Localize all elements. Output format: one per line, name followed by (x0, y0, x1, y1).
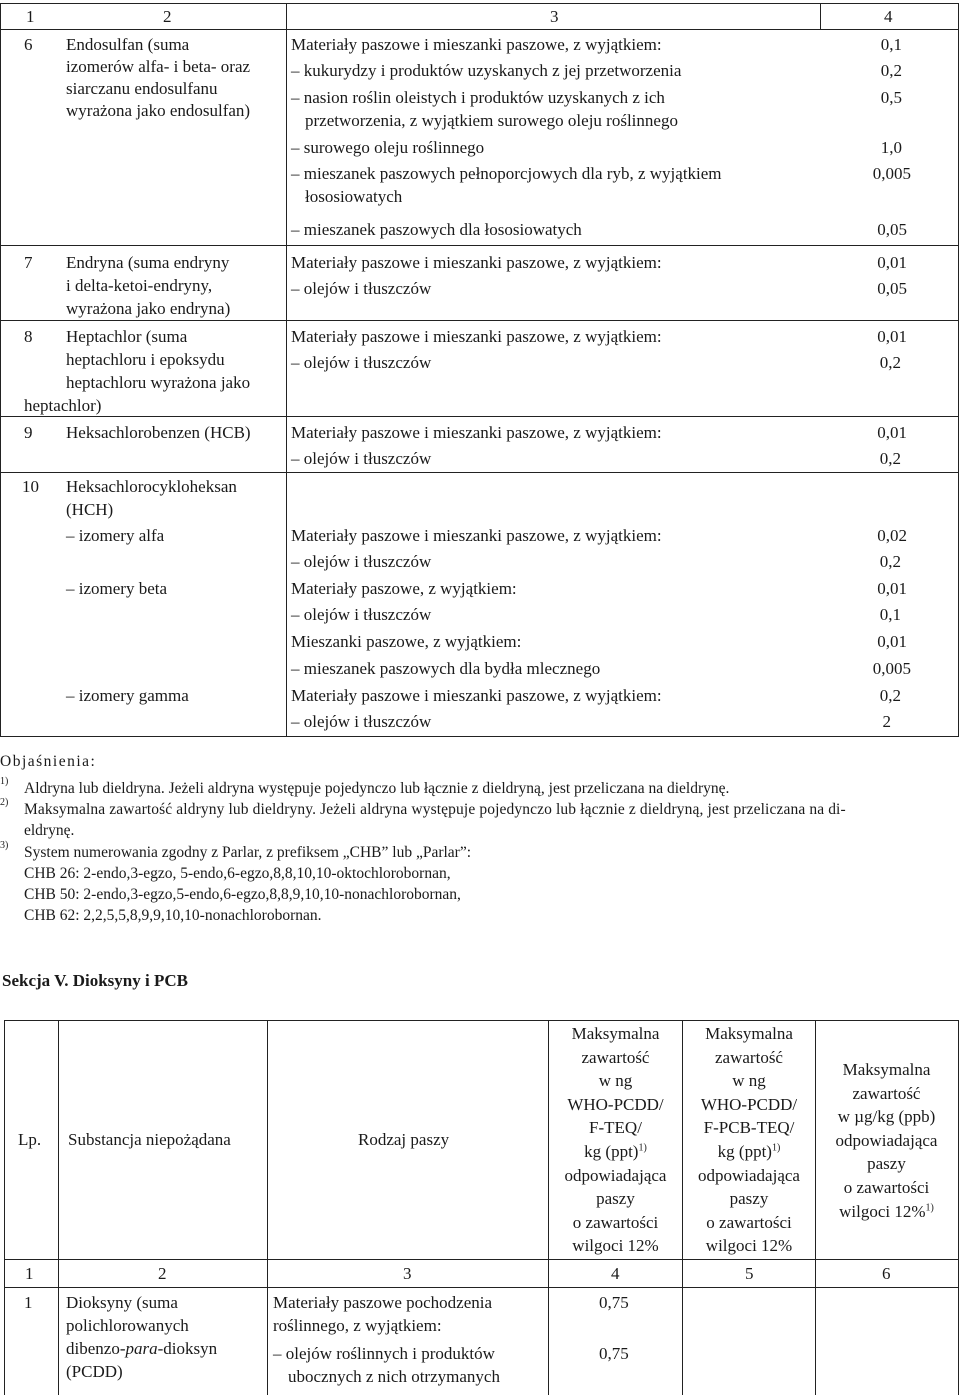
feed-type: – kukurydzy i produktów uzyskanych z jej przetworzenia (291, 61, 682, 80)
max-value: 0,005 (872, 164, 911, 183)
footnote-text: Maksymalna zawartość aldryny lub dieldryny. Jeżeli aldryna występuje pojedynczo lub łącznie z dieldryną, jest przeliczana na di- (24, 801, 846, 818)
row-number: 9 (24, 423, 33, 442)
substance-name: i delta-ketoi-endryny, (66, 276, 213, 295)
feed-type: Materiały paszowe i mieszanki paszowe, z wyjątkiem: (291, 686, 662, 705)
max-value: 0,2 (879, 686, 901, 705)
footnote-text: CHB 62: 2,2,5,5,8,9,9,10,10-nonachlorobornan. (24, 907, 322, 924)
substance-name: izomerów alfa- i beta- oraz (66, 57, 251, 76)
max-value: 0,01 (877, 632, 907, 651)
substance-name: Endosulfan (suma (66, 35, 190, 54)
feed-type: – olejów i tłuszczów (291, 605, 432, 624)
substance-name: Heksachlorocykloheksan (66, 477, 237, 496)
feed-type: – olejów i tłuszczów (291, 449, 432, 468)
max-value: 0,2 (880, 61, 902, 80)
max-value: 0,75 (599, 1344, 629, 1363)
isomer-label: – izomery gamma (66, 686, 189, 705)
feed-type: – mieszanek paszowych dla łososiowatych (291, 220, 582, 239)
substance-name: polichlorowanych (66, 1316, 189, 1335)
max-value: 0,005 (872, 659, 911, 678)
feed-type: Materiały paszowe i mieszanki paszowe, z wyjątkiem: (291, 526, 662, 545)
max-value: 0,2 (879, 449, 901, 468)
substance-name: Dioksyny (suma (66, 1293, 178, 1312)
col-number-5: 5 (745, 1264, 754, 1283)
max-value: 0,01 (877, 327, 907, 346)
feed-type: Materiały paszowe i mieszanki paszowe, z wyjątkiem: (291, 423, 662, 442)
header-col6: Maksymalna zawartość w µg/kg (ppb) odpowiadająca paszy o zawartości wilgoci 12%$^{1)}$ (835, 1060, 938, 1221)
max-value: 0,2 (879, 353, 901, 372)
max-value: 0,1 (879, 605, 901, 624)
col-number-1: 1 (26, 7, 35, 26)
max-value: 0,05 (877, 279, 907, 298)
header-lp: Lp. (18, 1130, 42, 1149)
feed-type: łososiowatych (305, 187, 403, 206)
footnote-mark: 2) (0, 797, 9, 808)
substance-name: wyrażona jako endryna) (66, 299, 231, 318)
footnote-mark: 1) (0, 776, 9, 787)
max-value: 0,75 (599, 1293, 629, 1312)
feed-type: – olejów i tłuszczów (291, 353, 432, 372)
feed-type: – olejów roślinnych i produktów (273, 1344, 495, 1363)
section-title: Sekcja V. Dioksyny i PCB (2, 971, 188, 990)
substance-name: (HCH) (66, 500, 114, 519)
substance-name: Heptachlor (suma (66, 327, 188, 346)
max-value: 0,1 (880, 35, 902, 54)
col-number-4: 4 (884, 7, 893, 26)
feed-type: – olejów i tłuszczów (291, 279, 432, 298)
notes-title: Objaśnienia: (0, 753, 97, 770)
feed-type: Materiały paszowe i mieszanki paszowe, z wyjątkiem: (291, 253, 662, 272)
footnote-text: eldrynę. (24, 822, 75, 839)
substance-name: (PCDD) (66, 1362, 123, 1381)
feed-type: Materiały paszowe i mieszanki paszowe, z wyjątkiem: (291, 327, 662, 346)
feed-type: – surowego oleju roślinnego (291, 138, 485, 157)
isomer-label: – izomery beta (66, 579, 168, 598)
header-substance: Substancja niepożądana (68, 1130, 231, 1149)
max-value: 1,0 (880, 138, 902, 157)
footnote-text: System numerowania zgodny z Parlar, z prefiksem „CHB” lub „Parlar”: (24, 844, 472, 861)
row-number: 8 (24, 327, 33, 346)
max-value: 0,01 (877, 579, 907, 598)
footnote-text: Aldryna lub dieldryna. Jeżeli aldryna występuje pojedynczo lub łącznie z dieldryną, jest przeliczana na dieldrynę. (24, 780, 730, 797)
row-number: 1 (24, 1293, 33, 1312)
col-number-3: 3 (403, 1264, 412, 1283)
feed-type: Materiały paszowe, z wyjątkiem: (291, 579, 517, 598)
feed-type: Materiały paszowe pochodzenia (273, 1293, 493, 1312)
feed-type: Materiały paszowe i mieszanki paszowe, z wyjątkiem: (291, 35, 662, 54)
feed-type: – nasion roślin oleistych i produktów uzyskanych z ich (291, 88, 665, 107)
substance-name: heptachloru i epoksydu (66, 350, 225, 369)
substance-name: siarczanu endosulfanu (66, 79, 218, 98)
feed-type: przetworzenia, z wyjątkiem surowego oleju roślinnego (305, 111, 678, 130)
substance-name: heptachlor) (24, 396, 102, 415)
max-value: 0,01 (877, 253, 907, 272)
feed-type: – mieszanek paszowych pełnoporcjowych dla ryb, z wyjątkiem (291, 164, 722, 183)
footnote-text: CHB 50: 2-endo,3-egzo,5-endo,6-egzo,8,8,9,10,10-nonachlorobornan, (24, 886, 461, 903)
max-value: 0,05 (877, 220, 907, 239)
row-number: 6 (24, 35, 33, 54)
substance-name: heptachloru wyrażona jako (66, 373, 251, 392)
col-number-1: 1 (25, 1264, 34, 1283)
max-value: 2 (882, 712, 891, 731)
col-number-4: 4 (611, 1264, 620, 1283)
col-number-2: 2 (158, 1264, 167, 1283)
header-col4: Maksymalna zawartość w ng WHO-PCDD/ F-TEQ/ kg (ppt)$^{1)}$ odpowiadająca paszy o zawartości wilgoci 12% (564, 1024, 667, 1256)
col-number-6: 6 (882, 1264, 891, 1283)
row-number: 7 (24, 253, 33, 272)
max-value: 0,2 (879, 552, 901, 571)
header-col5: Maksymalna zawartość w ng WHO-PCDD/ F-PCB-TEQ/ kg (ppt)$^{1)}$ odpowiadająca paszy o zawartości wilgoci 12% (698, 1024, 800, 1256)
max-value: 0,02 (877, 526, 907, 545)
max-value: 0,01 (877, 423, 907, 442)
header-feed-type: Rodzaj paszy (358, 1130, 450, 1149)
feed-type: – mieszanek paszowych dla bydła mlecznego (291, 659, 601, 678)
feed-type: Mieszanki paszowe, z wyjątkiem: (291, 632, 522, 651)
feed-type: – olejów i tłuszczów (291, 552, 432, 571)
footnote-text: CHB 26: 2-endo,3-egzo, 5-endo,6-egzo,8,8,10,10-oktochlorobornan, (24, 865, 451, 882)
substance-name: wyrażona jako endosulfan) (66, 101, 251, 120)
substance-name: Endryna (suma endryny (66, 253, 230, 272)
feed-type: roślinnego, z wyjątkiem: (273, 1316, 442, 1335)
feed-type: – olejów i tłuszczów (291, 712, 432, 731)
substance-name: dibenzo-para-dioksyn (66, 1339, 218, 1358)
isomer-label: – izomery alfa (66, 526, 165, 545)
footnote-mark: 3) (0, 840, 9, 851)
col-number-3: 3 (550, 7, 559, 26)
substance-name: Heksachlorobenzen (HCB) (66, 423, 251, 442)
max-value: 0,5 (880, 88, 902, 107)
feed-type: ubocznych z nich otrzymanych (288, 1367, 500, 1386)
col-number-2: 2 (163, 7, 172, 26)
row-number: 10 (22, 477, 39, 496)
